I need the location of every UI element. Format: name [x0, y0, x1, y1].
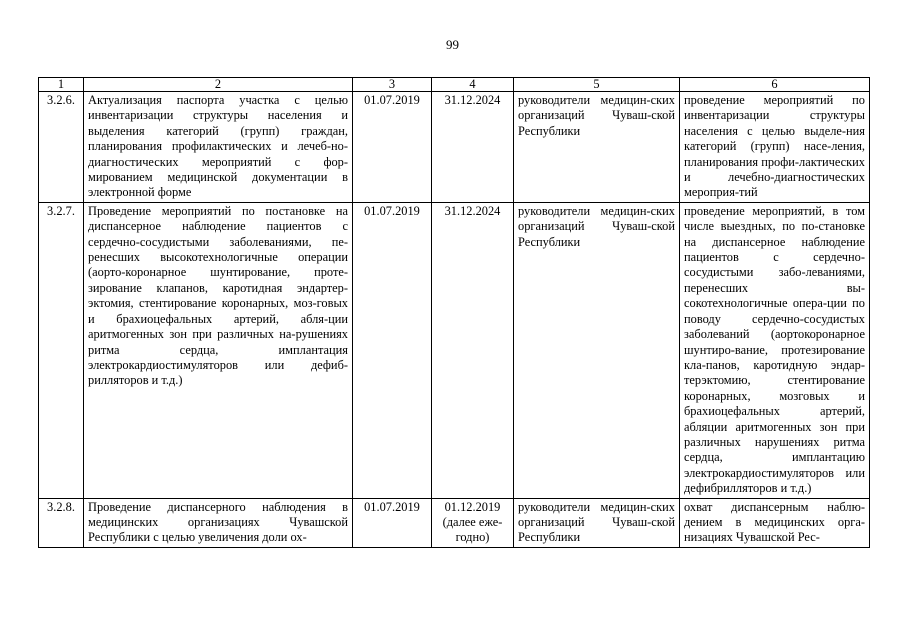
event-description: Проведение мероприятий по постановке на диспансерное наблюдение пациентов с сердечно-сосудистыми заболеваниями, пе-ренесших высокотехнологичные операции (аорто-коронарное шунтирование, проте-зирование клапанов, каротидная эндартер-эктомия, стентирование коронарных, моз-говых и брахиоцефальных артерий, абля-ции аритмогенных зон при различных на-рушениях ритма сердца, имплантация электрокардиостимуляторов или дефиб-рилляторов и т.д.): [84, 202, 353, 498]
column-header-4: 4: [432, 78, 514, 92]
responsible-party: руководители медицин-ских организаций Чуваш-ской Республики: [514, 202, 680, 498]
column-header-3: 3: [353, 78, 432, 92]
event-description: Проведение диспансерного наблюдения в медицинских организациях Чувашской Республики с целью увеличения доли ох-: [84, 498, 353, 547]
expected-result: проведение мероприятий по инвентаризации структуры населения с целью выделе-ния категорий (групп) насе-ления, планирования профи-лактических и лечебно-диагностических мероприя-тий: [680, 92, 870, 203]
expected-result: проведение мероприятий, в том числе выездных, по по-становке на диспансерное наблюдение пациентов с сердечно-сосудистыми забо-леваниями, перенесших вы-сокотехнологичные опера-ции по поводу сердечно-сосудистых заболеваний (аортокоронарное шунтиро-вание, протезирование кла-панов, каротидную эндар-терэктомию, стентирование коронарных, мозговых и брахиоцефальных артерий, абляции аритмогенных зон при различных нарушениях ритма сердца, имплантацию электрокардиостимуляторов или дефибрилляторов и т.д.): [680, 202, 870, 498]
start-date: 01.07.2019: [353, 498, 432, 547]
end-date: 31.12.2024: [432, 202, 514, 498]
table-row: [39, 202, 870, 498]
start-date: 01.07.2019: [353, 202, 432, 498]
table-row: [39, 92, 870, 203]
row-number: 3.2.6.: [39, 92, 84, 203]
column-header-5: 5: [514, 78, 680, 92]
row-number: 3.2.8.: [39, 498, 84, 547]
table-row: [39, 498, 870, 547]
measures-table: [38, 77, 870, 548]
column-header-6: 6: [680, 78, 870, 92]
table-header-row: [39, 78, 870, 92]
expected-result: охват диспансерным наблю-дением в медицинских орга-низациях Чувашской Рес-: [680, 498, 870, 547]
start-date: 01.07.2019: [353, 92, 432, 203]
end-date: 01.12.2019 (далее еже-годно): [432, 498, 514, 547]
column-header-2: 2: [84, 78, 353, 92]
page-number: 99: [446, 37, 459, 52]
column-header-1: 1: [39, 78, 84, 92]
responsible-party: руководители медицин-ских организаций Чуваш-ской Республики: [514, 498, 680, 547]
row-number: 3.2.7.: [39, 202, 84, 498]
event-description: Актуализация паспорта участка с целью инвентаризации структуры населения и выделения категорий (групп) граждан, планирования профилактических и лечеб-но-диагностических мероприятий с фор-мированием медицинской документации в электронной форме: [84, 92, 353, 203]
end-date: 31.12.2024: [432, 92, 514, 203]
responsible-party: руководители медицин-ских организаций Чуваш-ской Республики: [514, 92, 680, 203]
